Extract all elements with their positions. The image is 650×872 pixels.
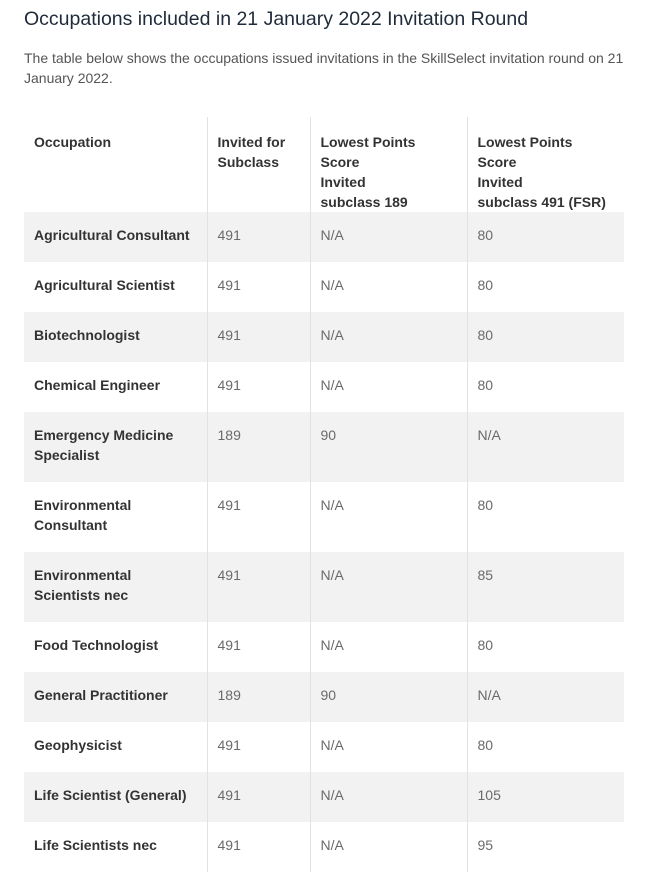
score-189-cell: N/A	[310, 722, 467, 772]
subclass-cell: 491	[207, 722, 310, 772]
subclass-cell: 491	[207, 312, 310, 362]
score-189-cell: 90	[310, 412, 467, 482]
score-189-cell: N/A	[310, 262, 467, 312]
table-row	[24, 622, 624, 672]
score-491-cell: 80	[467, 262, 624, 312]
occupation-cell: General Practitioner	[24, 672, 207, 722]
score-491-cell: 95	[467, 822, 624, 872]
score-491-cell: 80	[467, 362, 624, 412]
score-189-cell: N/A	[310, 552, 467, 622]
occupation-cell: Life Scientists nec	[34, 837, 157, 853]
occupation-cell: Agricultural Consultant	[24, 212, 207, 262]
occupation-cell: Emergency Medicine Specialist	[24, 412, 207, 482]
table-row	[24, 722, 624, 772]
table-header-row	[24, 117, 624, 212]
occupation-cell: Biotechnologist	[24, 312, 207, 362]
subclass-cell: 491	[207, 622, 310, 672]
score-189-cell: N/A	[310, 482, 467, 552]
occupation-cell: Environmental Consultant	[34, 497, 132, 533]
header-lowest-score-491: Lowest Points Score Invited subclass 491 (FSR)	[467, 117, 624, 212]
subclass-cell: 491	[207, 362, 310, 412]
score-491-cell: 85	[467, 552, 624, 622]
occupation-cell: Geophysicist	[34, 737, 122, 753]
score-189-cell: N/A	[310, 622, 467, 672]
table-row	[24, 262, 624, 312]
score-189-cell: 90	[310, 672, 467, 722]
subclass-cell: 491	[207, 552, 310, 622]
occupation-cell: Chemical Engineer	[34, 377, 161, 393]
score-189-cell: N/A	[310, 212, 467, 262]
occupation-cell: Life Scientist (General)	[24, 772, 207, 822]
subclass-cell: 491	[207, 822, 310, 872]
subclass-cell: 491	[207, 482, 310, 552]
header-lowest-score-189: Lowest Points Score Invited subclass 189	[310, 117, 467, 212]
subclass-cell: 491	[207, 212, 310, 262]
table-row	[24, 772, 624, 822]
table-row	[24, 482, 624, 552]
score-189-cell: N/A	[310, 362, 467, 412]
occupation-cell: Food Technologist	[34, 637, 159, 653]
header-invited-subclass: Invited for Subclass	[207, 117, 310, 212]
score-491-cell: 105	[467, 772, 624, 822]
occupations-table	[24, 117, 624, 872]
score-491-cell: 80	[467, 482, 624, 552]
subclass-cell: 491	[207, 262, 310, 312]
table-row	[24, 552, 624, 622]
header-occupation: Occupation	[24, 117, 207, 212]
score-491-cell: 80	[467, 722, 624, 772]
occupation-cell: Environmental Scientists nec	[24, 552, 207, 622]
score-491-cell: N/A	[467, 412, 624, 482]
score-189-cell: N/A	[310, 772, 467, 822]
subclass-cell: 189	[207, 412, 310, 482]
page-content	[24, 0, 624, 872]
page-title: Occupations included in 21 January 2022 Invitation Round	[24, 8, 529, 30]
table-row	[24, 312, 624, 362]
table-row	[24, 212, 624, 262]
score-491-cell: N/A	[467, 672, 624, 722]
table-row	[24, 672, 624, 722]
table-row	[24, 412, 624, 482]
score-491-cell: 80	[467, 622, 624, 672]
table-row	[24, 362, 624, 412]
score-189-cell: N/A	[310, 312, 467, 362]
subclass-cell: 491	[207, 772, 310, 822]
score-491-cell: 80	[467, 212, 624, 262]
table-row	[24, 822, 624, 872]
occupation-cell: Agricultural Scientist	[34, 277, 175, 293]
intro-paragraph: The table below shows the occupations issued invitations in the SkillSelect invitation round on 21 January 2022.	[24, 50, 624, 86]
subclass-cell: 189	[207, 672, 310, 722]
score-189-cell: N/A	[310, 822, 467, 872]
score-491-cell: 80	[467, 312, 624, 362]
